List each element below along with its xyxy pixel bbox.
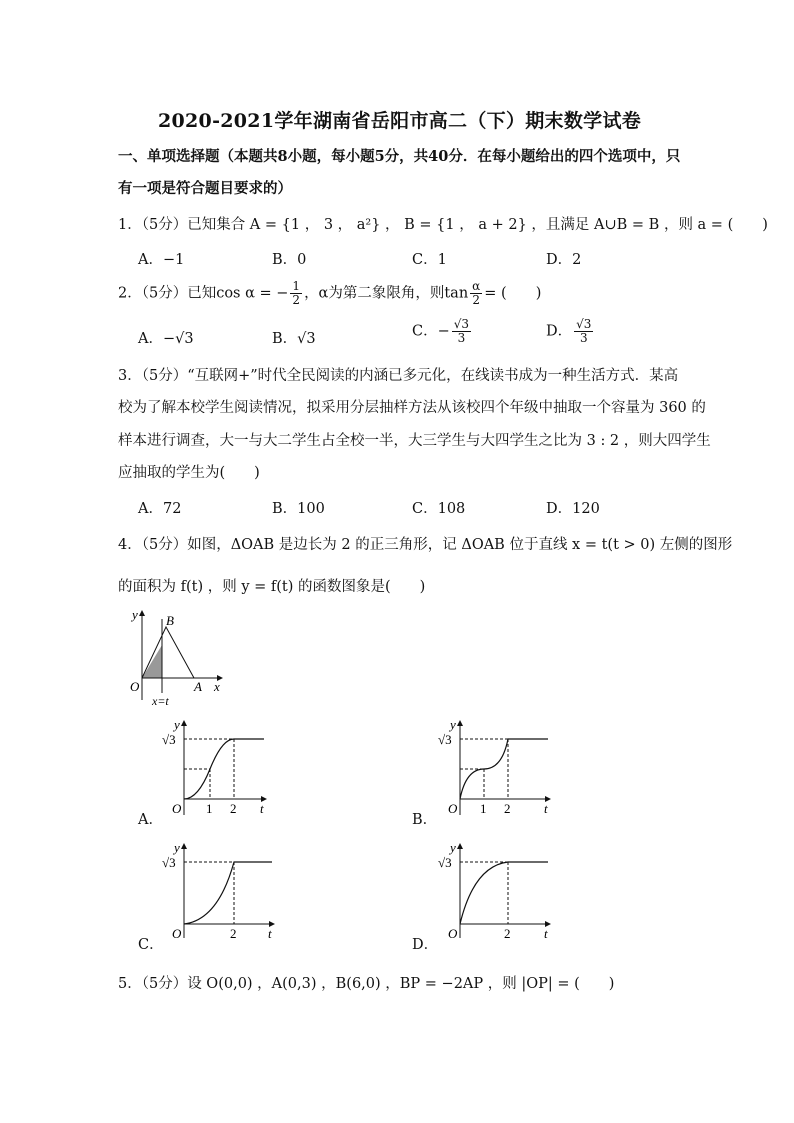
q4-option-d: D． (412, 937, 439, 953)
graph-b-curve (460, 739, 548, 799)
graph-c-label-t: t (268, 926, 272, 941)
q1-option-d: D．2 (546, 252, 582, 268)
q1-option-c: C．1 (412, 252, 447, 268)
graph-a-label-2: 2 (230, 801, 237, 816)
q1-option-a: A．−1 (138, 252, 185, 268)
q3-option-a: A．72 (138, 501, 182, 517)
graph-b-label-1: 1 (480, 801, 487, 816)
graph-d-label-o: O (448, 926, 458, 941)
fig-label-x: x (214, 679, 220, 694)
section-header-line2: 有一项是符合题目要求的） (118, 180, 292, 197)
question-4-line1: 4．（5分）如图，ΔOAB 是边长为 2 的正三角形，记 ΔOAB 位于直线 x = t(t > 0) 左侧的图形 (118, 537, 733, 553)
section-header-line1: 一、单项选择题（本题共8小题，每小题5分，共40分．在每小题给出的四个选项中，只 (118, 148, 681, 165)
q2-tan-num: α (472, 279, 481, 293)
graph-a-label-o: O (172, 801, 182, 816)
q3-option-b: B．100 (272, 501, 325, 517)
q2-option-d-num: √3 (576, 317, 592, 331)
q2-option-c-den: 3 (457, 331, 466, 345)
q2-option-d-frac (574, 318, 593, 345)
graph-b-label-t: t (544, 801, 548, 816)
graph-d-label-2: 2 (504, 926, 511, 941)
graph-d-label-sqrt3: √3 (438, 855, 452, 870)
q2-option-a: A．−√3 (138, 331, 194, 347)
q2-option-d-den: 3 (579, 331, 588, 345)
graph-c (160, 840, 280, 945)
q4-option-c: C． (138, 937, 164, 953)
graph-b-label-y: y (450, 717, 456, 732)
q2-tan-den: 2 (472, 293, 481, 307)
graph-b-label-2: 2 (504, 801, 511, 816)
q4-option-b: B． (412, 812, 438, 828)
q2-cos: cos α = − (216, 285, 289, 302)
triangle-figure (118, 605, 228, 710)
q2-suffix: = ( ) (484, 285, 542, 302)
graph-c-curve (184, 862, 272, 924)
q2-frac-num: 1 (292, 279, 301, 293)
q3-option-c: C．108 (412, 501, 466, 517)
q2-tan: tan (444, 285, 469, 302)
q2-tan-fraction (470, 280, 482, 307)
q2-option-d (546, 318, 595, 345)
question-3-line3: 样本进行调查，大一与大二学生占全校一半，大三学生与大四学生之比为 3 : 2 ，则大四学生 (118, 433, 711, 449)
graph-b-label-o: O (448, 801, 458, 816)
question-3-line1: 3．（5分）“互联网+”时代全民阅读的内涵已多元化，在线读书成为一种生活方式．某高 (118, 368, 679, 384)
q3-option-d: D．120 (546, 501, 600, 517)
graph-d-curve (460, 862, 548, 924)
fig-label-o: O (130, 679, 140, 694)
q2-option-c-frac (452, 318, 471, 345)
question-3-line2: 校为了解本校学生阅读情况，拟采用分层抽样方法从该校四个年级中抽取一个容量为 360 的 (118, 400, 706, 416)
graph-c-label-2: 2 (230, 926, 237, 941)
q2-prefix: 2．（5分）已知 (118, 285, 217, 302)
graph-b-label-sqrt3: √3 (438, 732, 452, 747)
graph-c-label-y: y (174, 840, 180, 855)
graph-d (436, 840, 556, 945)
graph-a-label-t: t (260, 801, 264, 816)
graph-d-label-y: y (450, 840, 456, 855)
question-5: 5．（5分）设 O(0,0) ，A(0,3) ，B(6,0) ，BP = −2AP ，则 |OP| = ( ) (118, 976, 615, 992)
q2-option-b: B．√3 (272, 331, 316, 347)
question-3-line4: 应抽取的学生为( ) (118, 465, 260, 481)
question-2 (118, 280, 541, 307)
q2-frac-den: 2 (292, 293, 301, 307)
graph-c-label-sqrt3: √3 (162, 855, 176, 870)
shaded-area (142, 645, 162, 678)
q2-mid: ，α为第二象限角，则 (304, 285, 445, 302)
q2-option-c-label: C．− (412, 323, 450, 340)
page-title: 2020-2021学年湖南省岳阳市高二（下）期末数学试卷 (158, 110, 642, 132)
q2-option-d-label: D． (546, 323, 573, 340)
graph-d-label-t: t (544, 926, 548, 941)
question-4-line2: 的面积为 f(t) ，则 y = f(t) 的函数图象是( ) (118, 579, 426, 595)
graph-c-label-o: O (172, 926, 182, 941)
graph-b (436, 715, 556, 825)
graph-a (160, 715, 270, 825)
fig-label-line: x=t (152, 694, 169, 708)
fig-label-a: A (194, 679, 202, 694)
q2-option-c (412, 318, 473, 345)
graph-a-label-1: 1 (206, 801, 213, 816)
question-1: 1．（5分）已知集合 A = {1 ， 3 ， a²} ， B = {1 ， a + 2} ，且满足 A∪B = B ，则 a = ( ) (118, 217, 768, 233)
graph-a-label-sqrt3: √3 (162, 732, 176, 747)
q2-option-c-num: √3 (453, 317, 470, 331)
q2-fraction (290, 280, 302, 307)
graph-a-label-y: y (174, 717, 180, 732)
q4-option-a: A． (138, 812, 163, 828)
fig-label-y: y (132, 607, 138, 622)
fig-label-b: B (166, 613, 174, 628)
q1-option-b: B．0 (272, 252, 307, 268)
